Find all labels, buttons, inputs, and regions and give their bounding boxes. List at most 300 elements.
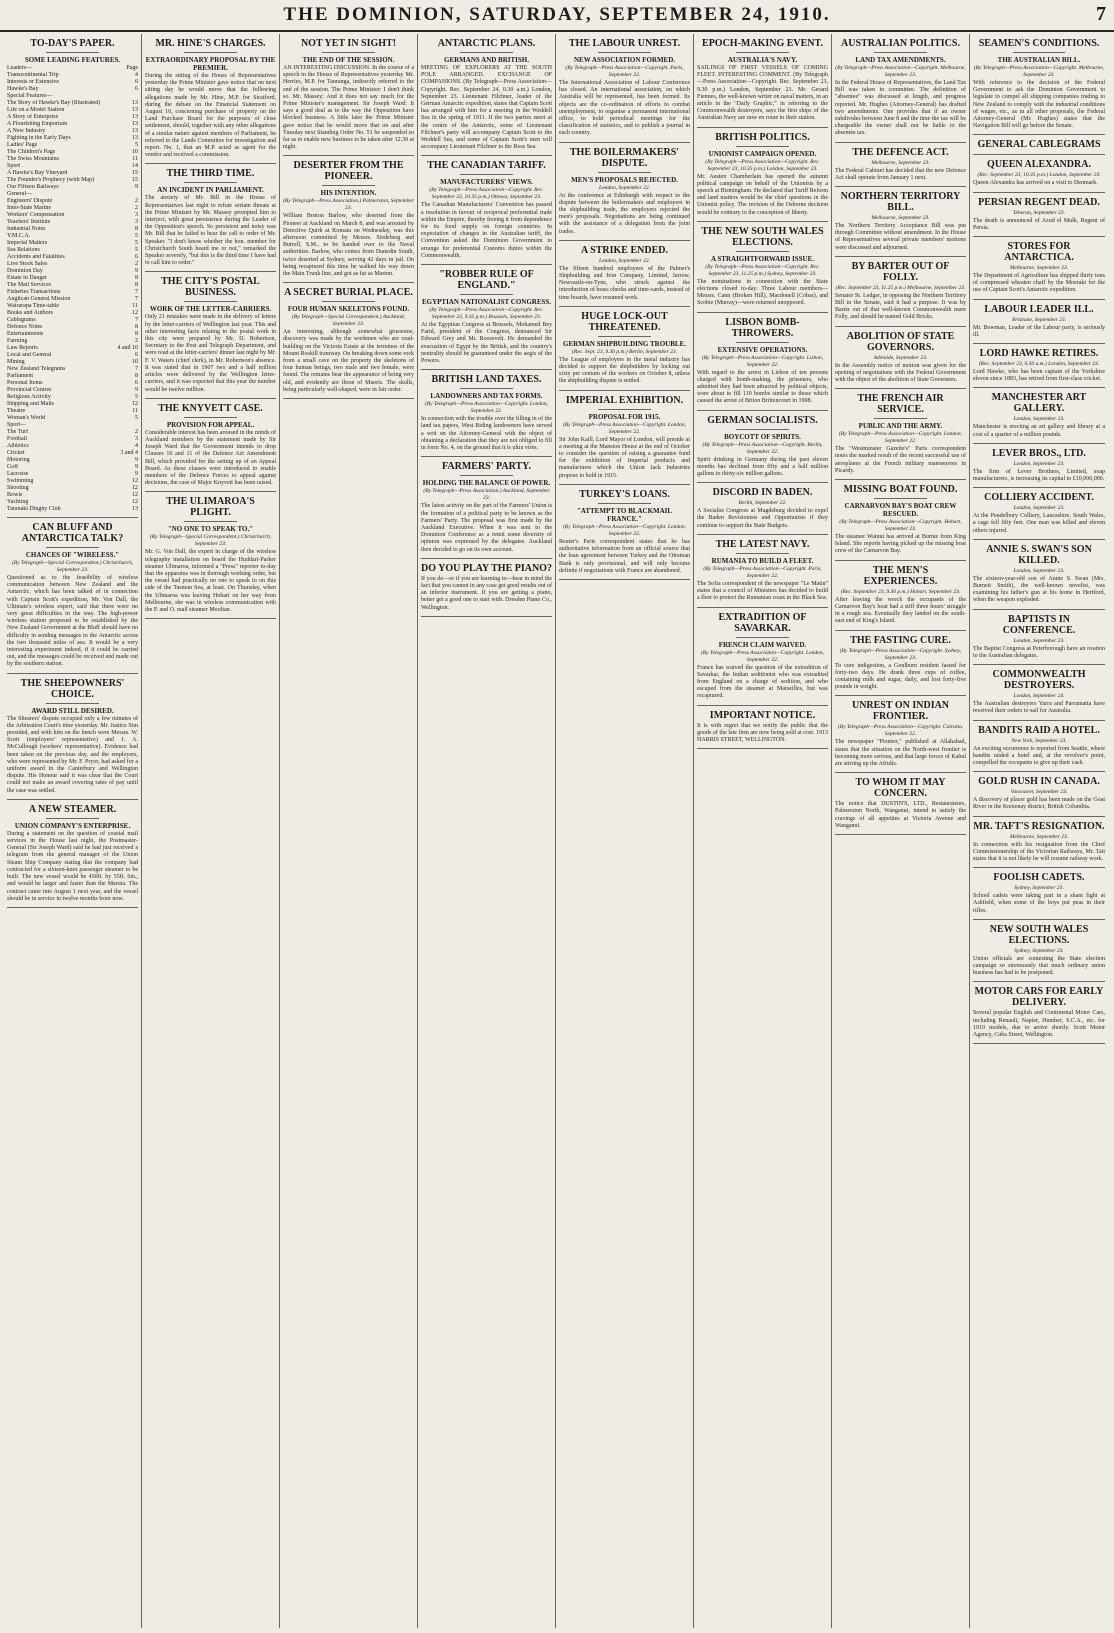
article-divider (559, 142, 690, 143)
headline-rule (598, 52, 650, 53)
index-page: 6 (135, 86, 138, 92)
index-label: Entertainments (7, 331, 44, 337)
article-dateline: (By Telegraph—Press Association—Copyright. Hobart, September 23. (839, 519, 962, 533)
article-divider (835, 326, 966, 327)
index-row (7, 212, 138, 219)
index-row (7, 310, 138, 317)
article-headline: THE SHEEPOWNERS' CHOICE. (20, 677, 125, 700)
article-divider (973, 299, 1105, 300)
article-headline: THE LABOUR UNREST. (568, 38, 681, 49)
article-body: The fifteen hundred employees of the Palmer's Shipbuilding and Iron Company, Limited, Jarrow, Newcastle-on-Tyne, who struck against the introduction of brass checks and time-cards, instead of time boards, have resumed work. (559, 265, 690, 301)
contents-index (7, 65, 138, 513)
article-dateline: Melbourne, September 23. (1009, 833, 1069, 840)
article-body: A Socialist Congress at Magdeburg decided to expel the Baden Revisionists and Opportunists if they continue to support the State Budgets. (697, 508, 828, 529)
index-row (7, 296, 138, 303)
article-body: The death is announced of Azud el Mulk, Regent of Persia. (973, 217, 1105, 231)
article (835, 38, 966, 143)
article-body: At the Pendelbury Colliery, Lancashire, South Wales, a cage fell fifty feet. One man was killed and eleven others injured. (973, 513, 1105, 534)
article-headline: IMPERIAL EXHIBITION. (565, 394, 684, 406)
article-dateline: Melbourne, September 23. (871, 159, 930, 166)
article-headline: NORTHERN TERRITORY BILL. (840, 191, 961, 214)
article-body: Mr. Bowman, Leader of the Labour party, is seriously ill. (973, 324, 1105, 338)
index-row (7, 401, 138, 408)
article-headline: A SECRET BURIAL PLACE. (284, 287, 413, 299)
article (559, 311, 690, 391)
article-subheadline: GERMAN SHIPBUILDING TROUBLE. (563, 339, 686, 348)
index-row (7, 275, 138, 282)
article-divider (421, 155, 552, 156)
article-dateline: (By Telegraph—Press Association—Copyright. Berlin, September 22. (702, 441, 823, 455)
article-headline: BRITISH LAND TAXES. (431, 374, 542, 386)
article-headline: IMPORTANT NOTICE. (709, 709, 816, 721)
article (421, 269, 552, 370)
index-page: 6 (135, 254, 138, 260)
article-headline: EXTRADITION OF SAVARKAR. (718, 611, 807, 634)
index-label: A New Industry (7, 128, 46, 134)
column-subheading: SOME LEADING FEATURES. (24, 56, 121, 64)
article-body: The notice that DUSTIN'S, LTD., Restaurateurs, Palmerston North, Wanganui, intend to satisfy the cravings of all appetites at Victoria Avenue and Wanganui. (835, 801, 966, 829)
index-label: Fisheries Transactions (7, 289, 61, 295)
article-headline: HUGE LOCK-OUT THREATENED. (581, 310, 668, 333)
article-divider (145, 398, 276, 399)
article-headline: MOTOR CARS FOR EARLY DELIVERY. (974, 986, 1104, 1009)
article-headline: "ROBBER RULE OF ENGLAND." (439, 269, 534, 292)
index-label: Leaders— (7, 65, 32, 71)
article (973, 304, 1105, 344)
article-divider (7, 799, 138, 800)
article-body: With regard to the arrest in Lisbon of ten persons charged with bomb-making, the prisoners, who admitted they had been attracted by political objects, were about to fill 110 bombs similar to those which caused the arrest of Briton Brittencourt in 1908. (697, 369, 828, 405)
article-body: At the Egyptian Congress at Brussels, Mohamed Bey Farid, president of the Congress, denounced Sir Edward Grey and Mr. Roosevelt. He demanded the evacuation of Egypt by the British, and the country's neutrality should be guaranteed under the aegis of the Powers. (421, 322, 552, 365)
article-dateline: (By Telegraph—Press Association—Copyright. Melbourne, September 23. (835, 65, 966, 78)
article-body: Queen Alexandra has arrived on a visit to Denmark. (973, 180, 1098, 187)
article-body: To cure indigestion, a Goulburn resident fasted for forty-two days. He drank three cups of coffee, containing milk and sugar, daily, and lost forty-five pounds in weight. (835, 662, 966, 691)
index-label: Parliament (7, 373, 33, 379)
article (973, 241, 1105, 300)
section-divider (7, 517, 138, 518)
article-subheadline: BOYCOTT OF SPIRITS. (724, 432, 801, 441)
article-body: William Boston Barlow, who deserted from the Pioneer at Auckland on March 8, and was arrested by Detective Quirk at Komata on Wednesday, was this afternoon committed by Messrs. Siedeberg and Burrell, S.M., to be handed over to the Naval authorities. Barlow, who comes from Dunedin South, twice deserted at Sydney, serving 42 days in jail. On being recaptured this time he walked his way down the Main Trunk line, and got as far as Marton. (283, 213, 414, 278)
article-divider (697, 748, 828, 749)
index-label: Mining (7, 359, 25, 365)
index-page: 9 (135, 464, 138, 470)
index-row (7, 240, 138, 247)
article (559, 395, 690, 485)
article-headline: THE CITY'S POSTAL BUSINESS. (161, 276, 260, 299)
article-subheadline: LANDOWNERS AND TAX FORMS. (430, 392, 543, 401)
index-label: Dominion Day (7, 268, 43, 274)
index-row (7, 79, 138, 86)
article-dateline: (Rec. Sept. 23, 9.30 p.m.) Berlin, September 23. (572, 348, 677, 355)
article-headline: BRITISH POLITICS. (715, 131, 810, 143)
article (835, 191, 966, 257)
article-headline: LISBON BOMB-THROWERS. (725, 316, 800, 339)
article-headline: PERSIAN REGENT DEAD. (978, 196, 1100, 208)
article (973, 139, 1105, 155)
article (421, 563, 552, 617)
index-row (7, 394, 138, 401)
index-label: Law Reports (7, 345, 38, 351)
article-subheadline: MEN'S PROPOSALS REJECTED. (571, 175, 678, 184)
index-label: Wairarapa Time-table (7, 303, 59, 309)
article-divider (973, 867, 1105, 868)
index-page: 5 (135, 142, 138, 148)
index-label: Fighting in the Early Days (7, 135, 71, 141)
article-subheadline: AUSTRALIA'S NAVY. (727, 56, 798, 64)
index-page: 11 (132, 303, 138, 309)
index-page: 11 (132, 408, 138, 414)
column (832, 34, 970, 1628)
article-divider (835, 186, 966, 187)
article-subheadline: WORK OF THE LETTER-CARRIERS. (149, 305, 272, 314)
article (421, 38, 552, 156)
article-headline: STORES FOR ANTARCTICA. (1004, 241, 1074, 264)
column (970, 34, 1108, 1628)
article-body: Spirit drinking in Germany during the past eleven months has declined from fifty and a half million gallons to thirty-six million gallons. (697, 456, 828, 478)
article-dateline: Melbourne, September 23. (1009, 265, 1069, 272)
index-label: Live Stock Sales (7, 261, 48, 267)
article-body: If you do—or if you are learning to—bear in mind the fact that you cannot in any case get good results out of an inferior instrument. If you are getting a piano, better get a good one to start with. Dresden Piano Co., Wellington. (421, 575, 552, 611)
article-subheadline: FOUR HUMAN SKELETONS FOUND. (287, 305, 410, 314)
index-label: General— (7, 191, 32, 197)
article (7, 522, 138, 674)
headline-rule (184, 182, 236, 183)
article (835, 565, 966, 631)
index-page: 5 (135, 394, 138, 400)
article-divider (973, 134, 1105, 135)
index-row (7, 485, 138, 492)
article-body: Only 21 mistakes were made in the delivery of letters by the letter-carriers of Wellington last year. This and other interesting facts relating to the postal work in this city were prepared by Mr. D. Robertson, Secretary to the Post and Telegraph Department, and were read at the letter-carriers' dinner last night by Mr. F. V. Waters (chief clerk), in Mr. Robertson's absence. It was stated that in 1907 two and a half million articles were delivered by the Wellington letter-carriers, and it was expected that this year the number would be twelve million. (145, 314, 276, 393)
newspaper-title: THE DOMINION, SATURDAY, SEPTEMBER 24, 1910. (283, 4, 831, 25)
column (694, 34, 832, 1628)
index-row (7, 142, 138, 149)
article-subheadline: RUMANIA TO BUILD A FLEET. (711, 556, 814, 565)
index-page: 13 (132, 121, 138, 127)
index-page: 8 (135, 275, 138, 281)
article-divider (697, 127, 828, 128)
article-body: It is with regret that we notify the public that the goods of the late firm are now being sold at cost. 1913 HARRIS STREET, WELLINGTON. (697, 722, 828, 743)
index-label: Teachers' Institute (7, 219, 51, 225)
article (145, 496, 276, 619)
article-divider (145, 491, 276, 492)
article-body: With reference to the decision of the Federal Government to ask the Dominion Government to legislate to compel all shipping companies trading to New Zealand to comply with the industrial conditions of wages, etc., as in all other proposals, the Federal Attorney-General (Mr. Hughes) states that the Navigation Bill will go before the Senate. (973, 80, 1105, 130)
index-label: Bowls (7, 492, 23, 498)
article-headline: FOOLISH CADETS. (993, 872, 1085, 884)
article-headline: DO YOU PLAY THE PIANO? (421, 562, 552, 574)
article (559, 147, 690, 241)
index-row (7, 128, 138, 135)
article-headline: THE MEN'S EXPERIENCES. (863, 564, 938, 587)
index-label: Shooting (7, 485, 29, 491)
column-heading: TO-DAY'S PAPER. (30, 38, 115, 49)
index-label: Golf (7, 464, 18, 470)
index-row (7, 338, 138, 345)
index-row (7, 499, 138, 506)
article-divider (421, 616, 552, 617)
article (283, 38, 414, 156)
article-body: The Canadian Manufacturers' Convention has passed a resolution in favour of reciprocal preferential trade within the Empire, thereby freeing it from dependence for its food supply on foreign countries. In expectation of changes in the Australian tariff, the Convention asked the Dominion Government to arrange for preferential Customs duties within the Commonwealth. (421, 202, 552, 259)
index-row (7, 100, 138, 107)
article-headline: BY BARTER OUT OF FOLLY. (851, 260, 950, 283)
article-subheadline: AN INCIDENT IN PARLIAMENT. (157, 186, 264, 195)
index-label: Personal Items (7, 380, 43, 386)
index-row (7, 261, 138, 268)
article-dateline: (By Telegraph—Press Association—Copyright. Paris, September 22. (565, 65, 684, 78)
index-row (7, 233, 138, 240)
index-label: The Story of Hawke's Bay (Illustrated) (7, 100, 101, 106)
article-dateline: Sydney, September 23. (1014, 885, 1064, 892)
index-row (7, 380, 138, 387)
article-body: Considerable interest has been aroused in the minds of Auckland members by the statement made by Sir Joseph Ward that the Government intends to drop Clauses 10 and 11 of the Defence Act Amendment Bill, which provided for the setting up of an Appeal Board. As these clauses were introduced to enable members of the Defence Forces to appeal against decisions, the case of Major Knyvett has been raised. (145, 429, 276, 487)
index-page: 3 (135, 436, 138, 442)
index-row (7, 317, 138, 324)
article-body: The Baptist Congress at Peterborough have an ovation to the Australian delegates. (973, 645, 1105, 659)
article-divider (283, 282, 414, 283)
article-subheadline: UNIONIST CAMPAIGN OPENED. (708, 149, 817, 158)
article (145, 38, 276, 164)
article-headline: LORD HAWKE RETIRES. (979, 348, 1099, 360)
article-dateline: (By Telegraph—Press Association—Copyright. Rec. September 23, 9.35 p.m.) Brussels, September 23. (429, 307, 544, 321)
article (973, 986, 1105, 1044)
article-subheadline: GERMANS AND BRITISH. (444, 56, 529, 64)
index-label: Religious Activity (7, 394, 51, 400)
index-label: New Zealand Telegrams (7, 366, 66, 372)
index-row (7, 177, 138, 184)
article (835, 331, 966, 390)
headline-rule (736, 342, 788, 343)
article-body: An interesting, although somewhat gruesome, discovery was made by the workmen who are road-building on the Victoria Estate at the terminus of the Mount Roskill tramway. On breaking down some rock from a small cave on the property the skeletons of four human beings, two male and two female, were found. The remains bear the appearance of being very old, and evidently are those of Maoris. The skulls, being particularly well-shaped, were in fair order. (283, 329, 414, 393)
index-row (7, 352, 138, 359)
index-label: A Story of Enterprise (7, 114, 59, 120)
index-label: Ladies' Page (7, 142, 38, 148)
article (835, 484, 966, 561)
article-dateline: London, September 23. (1013, 416, 1065, 423)
index-page: 7 (135, 366, 138, 372)
index-row (7, 184, 138, 191)
index-label: Workers' Compensation (7, 212, 65, 218)
article (973, 392, 1105, 443)
article-headline: ANNIE S. SWAN'S SON KILLED. (986, 543, 1092, 566)
article-headline: THE NEW SOUTH WALES ELECTIONS. (701, 225, 824, 248)
article-headline: LABOUR LEADER ILL. (984, 303, 1094, 315)
article-dateline: Brisbane, September 23. (1011, 316, 1067, 323)
index-page: 8 (135, 282, 138, 288)
article (697, 612, 828, 706)
index-page: 5 (135, 415, 138, 421)
article-body: The firm of Lever Brothers, Limited, soap manufacturers, is increasing its capital to £10,000,000. (973, 468, 1105, 483)
article-body: The Federal Cabinet has decided that the new Defence Act shall operate from January 1 next. (835, 167, 966, 181)
article-divider (421, 264, 552, 265)
index-page: 4 (135, 72, 138, 78)
article-dateline: New York, September 23. (1011, 737, 1067, 744)
index-page: 12 (132, 310, 138, 316)
article-dateline: London, September 22. (598, 257, 651, 264)
headline-rule (46, 703, 98, 704)
article-body: The nominations in connection with the State elections closed to-day. Three Labour members—Messrs. Cann (Broken Hill), Macdonell (Cobar), and Scobie (Murray)—were returned unopposed. (697, 278, 828, 307)
article-body: In the Assembly notice of motion was given for the opening of negotiations with the Federal Government with the object of the abolition of State Governors. (835, 362, 966, 384)
index-row (7, 65, 138, 72)
article-divider (559, 484, 690, 485)
article-dateline: (By Telegraph—Press Association—Copyright. Rec. September 23, 11.25 p.m.) Sydney, September 23. (705, 263, 820, 277)
article-headline: MR. TAFT'S RESIGNATION. (973, 820, 1105, 832)
article-body: In connection with the trouble over the filling in of the land tax papers, West Riding landowners have served a writ on the Attorney-General with the object of obtaining a declaration that they are not obliged to fill in form No. 4, on the ground that it is ultra vires. (421, 416, 552, 452)
article (697, 539, 828, 608)
article (697, 710, 828, 750)
headline-rule (736, 429, 788, 430)
index-label: Sport (7, 163, 21, 169)
article-divider (973, 981, 1105, 982)
article-dateline: London, September 22. (598, 184, 651, 191)
column (142, 34, 280, 1628)
index-label: Interests or Extensive (7, 79, 59, 85)
article-dateline: (By Telegraph—Press Association—Copyright. London, September 22. (562, 421, 687, 435)
article-subheadline: THE END OF THE SESSION. (302, 56, 395, 64)
article-dateline: London, September 23. (1013, 637, 1065, 644)
article-divider (559, 579, 690, 580)
article-headline: BAPTISTS IN CONFERENCE. (1002, 613, 1076, 636)
index-page: 2 (135, 338, 138, 344)
headline-rule (322, 185, 374, 186)
article-dateline: London, September 23. (1013, 567, 1065, 574)
headline-rule (598, 336, 650, 337)
headline-rule (598, 172, 650, 173)
article-body: During the sitting of the House of Representatives yesterday the Prime Minister gave notice that on next sitting day he would move that the following allegations made by Mr. Hine, M.P. for Stratford, during the debate on the Financial Statement on August 10, concerning purchase of property on the Land Purchase Board for the purposes of close settlement, should, together with any other allegations of a similar nature against members of Parliament, be referred to the Lands Committee for investigation and report. No. 1, that an M.P. acted as agent for the vendor and received a commission. (145, 73, 276, 159)
article-dateline: (By Telegraph—Press Association—Copyright. London, September 22. (424, 401, 549, 415)
article (697, 226, 828, 313)
index-page: 5 (135, 240, 138, 246)
article-body: The International Association of Labour Conference has closed. An international association, on which Australia will be represented, has been formed. Its objects are the co-ordination of efforts to combat unemployment, to organise a permanent international office, to hold periodical meetings for the classification of statistics, and to publish a journal in each country. (559, 80, 690, 137)
index-row (7, 268, 138, 275)
index-label: Local and General (7, 352, 52, 358)
article-dateline: (By Telegraph—Press Association.) Auckland, September 23. (423, 488, 550, 502)
index-row (7, 331, 138, 338)
index-label: Inter-State Marine (7, 205, 52, 211)
article-body: School cadets were taking part in a sham fight at Ashfield, when some of the boys put peas in their rifles. (973, 893, 1105, 914)
index-page: 2 (135, 429, 138, 435)
article-dateline: (By Telegraph—Press Association—Copyright. Sydney, September 23. (839, 647, 962, 661)
index-page: 3 (135, 219, 138, 225)
article (559, 38, 690, 143)
article-dateline: (By Telegraph—Special Correspondent.) Auckland, September 23. (292, 314, 405, 328)
index-label: Provincial Centres (7, 387, 52, 393)
article-body: MEETING OF EXPLORERS AT THE SOUTH POLE ARRANGED. EXCHANGE OF COMPANIONS. (By Telegraph—Press Association—Copyright. Rec. September 24, 0.30 a.m.) London, September 23. Lieutenant Filchner, leader of the German Antarctic expedition, states that Captain Scott has arranged with him for a meeting in the Weddell Sea in the spring of 1911. If the two parties meet at the centre of the Antarctic, some of Lieutenant Filchner's party will accompany Captain Scott to the Weddell Sea, and some of Captain Scott's men will accompany Lieutenant Filchner to the Ross Sea. (421, 65, 552, 151)
article-body: Manchester is erecting an art gallery and library at a cost of a quarter of a million pounds. (973, 424, 1105, 438)
article-dateline: Sydney, September 23. (1014, 947, 1064, 954)
article-subheadline: HOLDING THE BALANCE OF POWER. (422, 479, 551, 488)
index-row (7, 373, 138, 380)
headline-rule (46, 547, 98, 548)
index-page: 13 (132, 114, 138, 120)
index-row (7, 135, 138, 142)
index-label: Books and Authors (7, 310, 54, 316)
article-body: The sixteen-year-old son of Annie S. Swan (Mrs. Burnett Smith), the well-known novelist, was examining his father's gun at his home in Hertford, when the weapon exploded. (973, 575, 1105, 604)
article-body: Questioned as to the feasibility of wireless communication between New Zealand and the Antarctic, which has been talked of in connection with Captain Scott's expedition, Mr. Von Dall, the Ultimate's wireless expert, said that there were no very great difficulties in the way. The high-power wireless station proposed to be established by the New Zealand Government at the Bluff should have no difficulty in sending messages to the Antarctic across the two thousand miles of sea. It would be a very interesting experiment indeed, if it could be carried out, and the messages could be received and made out by the southern station. (7, 575, 138, 668)
article-subheadline: PROVISION FOR APPEAL. (166, 420, 255, 429)
article-divider (973, 487, 1105, 488)
index-row (7, 429, 138, 436)
index-label: Imperial Matters (7, 240, 48, 246)
article-dateline: (By Telegraph—Press Association—Copyright. Rec. September 23, 10.35 p.m.) Ottawa, September 23. (429, 187, 544, 201)
article-headline: COMMONWEALTH DESTROYERS. (992, 669, 1086, 692)
index-label: Defence Notes (7, 324, 43, 330)
newspaper-columns (4, 34, 1110, 1628)
article (973, 348, 1105, 388)
article-subheadline: NEW ASSOCIATION FORMED. (573, 56, 676, 64)
article-subheadline: A STRAIGHTFORWARD ISSUE. (710, 254, 815, 263)
article-headline: THE FASTING CURE. (850, 634, 951, 646)
article-headline: MISSING BOAT FOUND. (843, 484, 958, 496)
article-headline: TO WHOM IT MAY CONCERN. (855, 777, 946, 800)
article-subheadline: MANUFACTURERS' VIEWS. (440, 178, 533, 187)
article-headline: THE DEFENCE ACT. (852, 146, 949, 158)
article (697, 317, 828, 411)
index-label: The Children's Page (7, 149, 56, 155)
index-label: Yachting (7, 499, 29, 505)
article-headline: THE THIRD TIME. (166, 168, 255, 180)
article-dateline: (By Telegraph—Special Correspondent.) Christchurch, September 23. (149, 534, 272, 548)
headline-rule (598, 503, 650, 504)
headline-rule (460, 475, 512, 476)
index-label: Athletics (7, 443, 29, 449)
index-page: 14 (132, 163, 138, 169)
article-divider (835, 834, 966, 835)
article-divider (559, 306, 690, 307)
article-subheadline: THE AUSTRALIAN BILL. (997, 56, 1081, 64)
index-row (7, 478, 138, 485)
index-label: Cablegrams (7, 317, 36, 323)
index-label: Our Fifteen Railways (7, 184, 59, 190)
index-page: 3 and 4 (120, 450, 138, 456)
index-row (7, 506, 138, 513)
index-page: Page (126, 65, 138, 71)
headline-rule (184, 417, 236, 418)
article-headline: THE LATEST NAVY. (715, 538, 810, 550)
article-dateline: London, September 23. (1013, 460, 1065, 467)
article-subheadline: "ATTEMPT TO BLACKMAIL FRANCE." (576, 506, 673, 523)
article-divider (697, 312, 828, 313)
index-page: 7 (135, 296, 138, 302)
article-body: Sir John Kaill, Lord Mayor of London, will preside at a meeting at the Mansion House at the end of October to consider the question of raising a guarantee fund for the exhibition of Imperial products and manufactures which the Union Jack Industries propose to hold in 1915. (559, 436, 690, 479)
article-body: An exciting occurrence is reported from Seattle, where bandits raided a hotel and, at the revolver's point, compelled the occupants to give up their cash. (973, 745, 1105, 766)
index-row (7, 387, 138, 394)
index-page: 12 (132, 478, 138, 484)
article-headline: ANTARCTIC PLANS. (437, 38, 536, 49)
headline-rule (874, 52, 926, 53)
article-body: The Australian destroyers Yarra and Parramatta have received their orders to sail for Australia. (973, 701, 1105, 715)
article-body: Mr. Austen Chamberlain has opened the autumn political campaign on behalf of the Unionists by a speech at Birmingham. He declared that Tariff Reform and land matters would be the chief questions in the Unionist policy. The revision of the Osborne decision would be contrary to the conception of liberty. (697, 173, 828, 216)
headline-rule (184, 52, 236, 53)
article-divider (973, 771, 1105, 772)
article-dateline: (By Telegraph—Press Association—Copyright. Paris, September 22. (703, 565, 822, 579)
article-subheadline: PUBLIC AND THE ARMY. (858, 422, 943, 431)
index-row (7, 471, 138, 478)
index-label: Anglican General Mission (7, 296, 71, 302)
index-row (7, 156, 138, 163)
index-label: Special Features— (7, 93, 53, 99)
article-divider (145, 163, 276, 164)
masthead (0, 0, 1114, 32)
index-row (7, 408, 138, 415)
index-row (7, 303, 138, 310)
headline-rule (874, 498, 926, 499)
article-divider (835, 256, 966, 257)
index-page: 9 (135, 471, 138, 477)
article (697, 38, 828, 128)
article (559, 245, 690, 307)
article-divider (835, 142, 966, 143)
article-dateline: (By Telegraph—Press Association—Copyright. London, September 22. (700, 649, 825, 663)
column (418, 34, 556, 1628)
article-body: Reuter's Paris correspondent states that he has authoritative information from an official source that the loan agreement between Turkey and the Ottoman Bank is only provisional, and will only become definite if negotiations with France are abandoned. (559, 538, 690, 574)
